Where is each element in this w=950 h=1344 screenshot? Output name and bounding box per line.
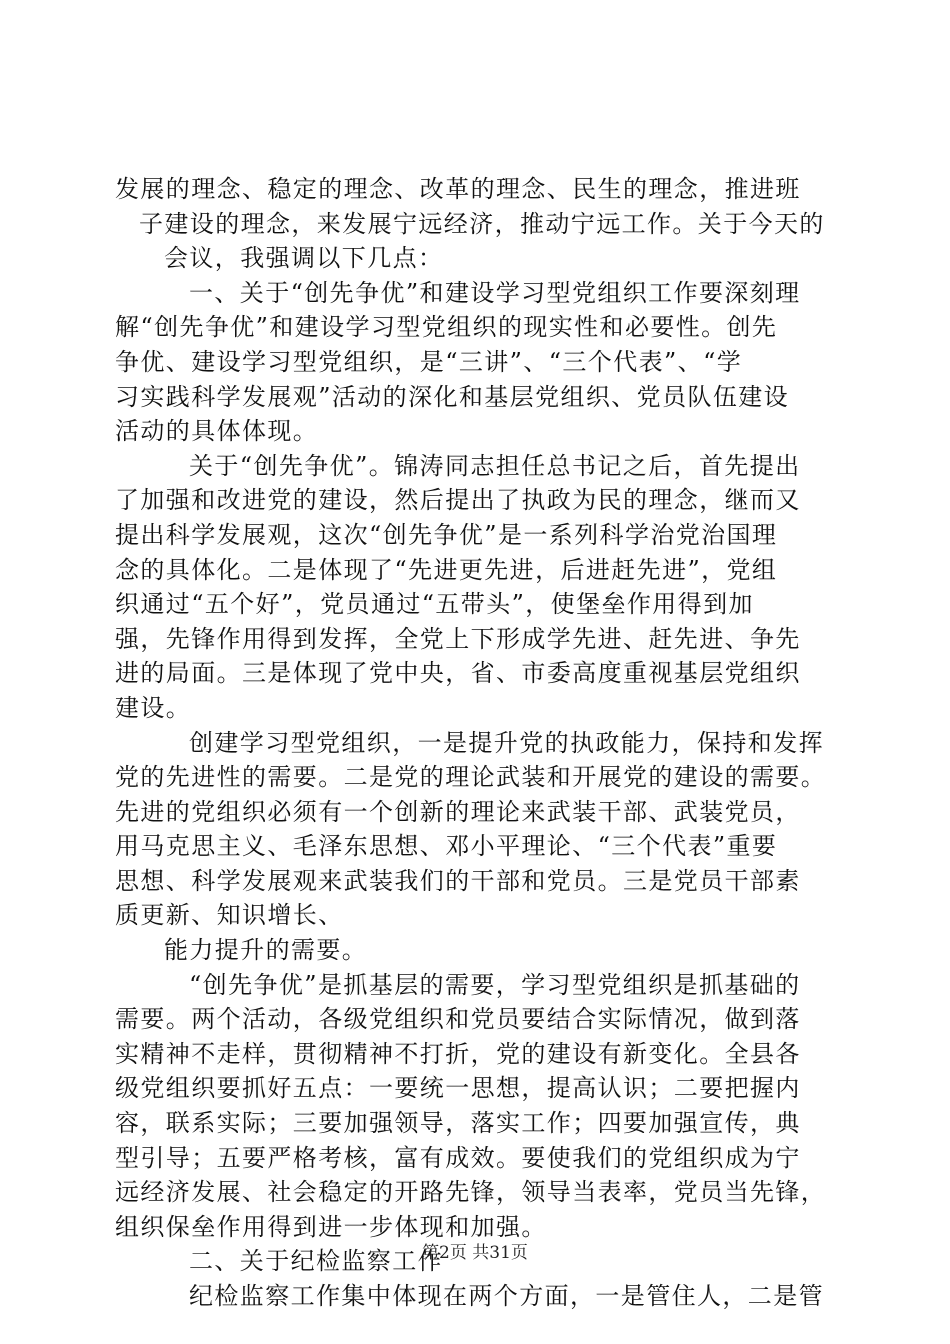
text-line: 思想、科学发展观来武装我们的干部和党员。三是党员干部素	[115, 866, 801, 895]
text-line: 能力提升的需要。	[164, 936, 368, 965]
text-line: 了加强和改进党的建设，然后提出了执政为民的理念，继而又	[115, 486, 801, 515]
text-line: 提出科学发展观，这次“创先争优”是一系列科学治党治国理	[115, 520, 778, 549]
text-line: 质更新、知识增长、	[115, 901, 344, 930]
text-line: 建设。	[115, 693, 192, 722]
text-line: 型引导；五要严格考核，富有成效。要使我们的党组织成为宁	[115, 1143, 801, 1172]
text-line: 关于“创先争优”。锦涛同志担任总书记之后，首先提出	[189, 451, 801, 480]
text-line: 念的具体化。二是体现了“先进更先进，后进赶先进”，党组	[115, 555, 778, 584]
text-line: 党的先进性的需要。二是党的理论武装和开展党的建设的需要。	[115, 763, 827, 792]
text-line: 强，先锋作用得到发挥，全党上下形成学先进、赶先进、争先	[115, 624, 801, 653]
text-line: 子建设的理念，来发展宁远经济，推动宁远工作。关于今天的	[139, 209, 825, 238]
text-line: 发展的理念、稳定的理念、改革的理念、民生的理念，推进班	[115, 175, 801, 203]
text-line: 级党组织要抓好五点：一要统一思想，提高认识；二要把握内	[115, 1074, 801, 1103]
text-line: 先进的党组织必须有一个创新的理论来武装干部、武装党员，	[115, 797, 801, 826]
text-line: 容，联系实际；三要加强领导，落实工作；四要加强宣传，典	[115, 1109, 801, 1138]
text-line: 织通过“五个好”，党员通过“五带头”，使堡垒作用得到加	[115, 590, 754, 619]
page-number-footer: 第2页 共31页	[422, 1243, 528, 1263]
text-line: 解“创先争优”和建设学习型党组织的现实性和必要性。创先	[115, 313, 778, 342]
text-line: 用马克思主义、毛泽东思想、邓小平理论、“三个代表”重要	[115, 832, 778, 861]
text-line: 需要。两个活动，各级党组织和党员要结合实际情况，做到落	[115, 1005, 801, 1034]
text-line: 组织保垒作用得到进一步体现和加强。	[115, 1212, 547, 1241]
text-line: 会议，我强调以下几点：	[164, 244, 444, 273]
text-line: 争优、建设学习型党组织，是“三讲”、“三个代表”、“学	[115, 347, 743, 376]
text-line: 二、关于纪检监察工作	[189, 1247, 443, 1276]
text-line: 活动的具体体现。	[115, 417, 319, 446]
text-line: 进的局面。三是体现了党中央，省、市委高度重视基层党组织	[115, 659, 801, 688]
text-line: 远经济发展、社会稳定的开路先锋，领导当表率，党员当先锋，	[115, 1178, 827, 1207]
text-line: 习实践科学发展观”活动的深化和基层党组织、党员队伍建设	[115, 382, 790, 411]
text-line: 一、关于“创先争优”和建设学习型党组织工作要深刻理	[189, 278, 801, 307]
text-line: 实精神不走样，贯彻精神不打折，党的建设有新变化。全县各	[115, 1039, 801, 1068]
text-line: 纪检监察工作集中体现在两个方面，一是管住人，二是管	[189, 1282, 824, 1310]
text-line: “创先争优”是抓基层的需要，学习型党组织是抓基础的	[189, 970, 801, 999]
document-body	[115, 172, 845, 1314]
text-line: 创建学习型党组织，一是提升党的执政能力，保持和发挥	[189, 728, 824, 757]
